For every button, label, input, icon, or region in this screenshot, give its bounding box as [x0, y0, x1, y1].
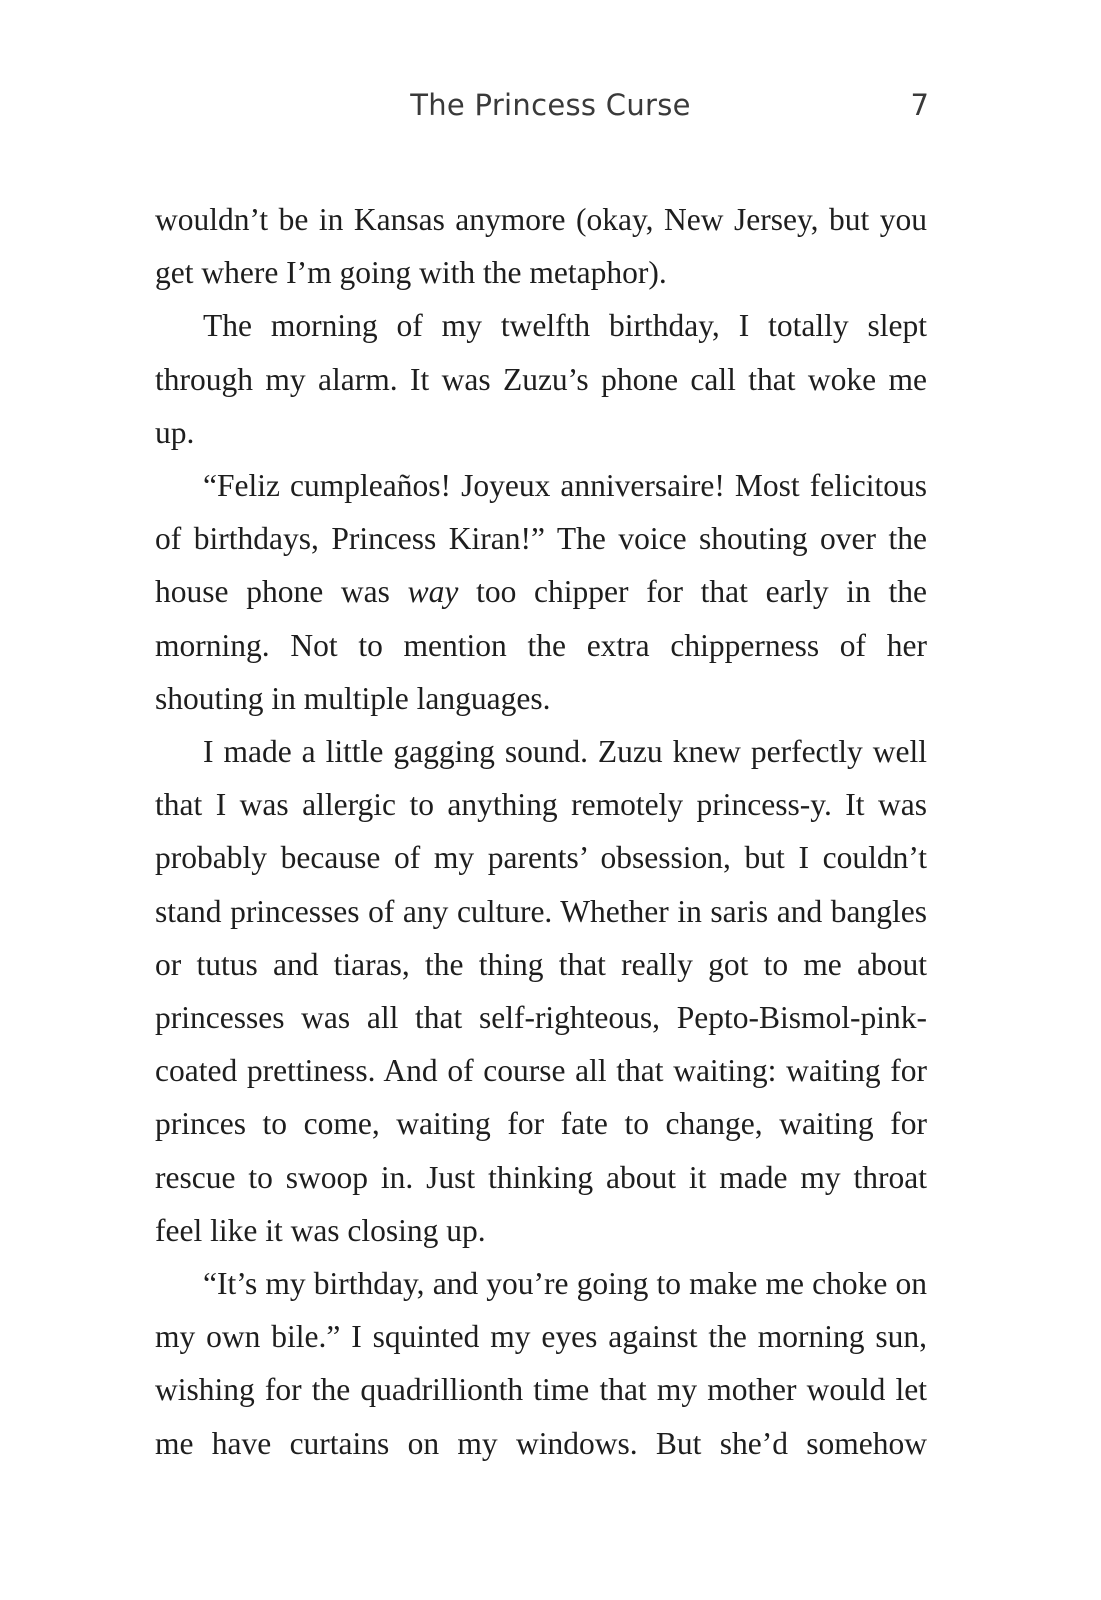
paragraph-3: [155, 459, 927, 725]
book-title: The Princess Curse: [410, 88, 691, 122]
paragraph-2: [155, 299, 927, 459]
paragraph-3-emphasis: way: [407, 574, 459, 610]
body-text: [155, 193, 927, 1470]
running-head: [0, 88, 1101, 136]
paragraph-1: [155, 193, 927, 299]
paragraph-5-text: “It’s my birthday, and you’re going to make me choke on my own bile.” I squinted my eyes against the morning sun, wishing for the quadrillionth time that my mother would let me have curtains on my windows. But she’d somehow: [155, 1266, 927, 1461]
page-number: 7: [910, 88, 929, 122]
paragraph-1-text: wouldn’t be in Kansas anymore (okay, New Jersey, but you get where I’m going with the metaphor).: [155, 202, 927, 291]
paragraph-3-text-after: too chipper for that early in the morning. Not to mention the extra chipperness of her shouting in multiple languages.: [155, 574, 928, 716]
paragraph-4-text: I made a little gagging sound. Zuzu knew perfectly well that I was allergic to anything remotely princess-y. It was probably because of my parents’ obsession, but I couldn’t stand princesses of any culture. Whether in saris and bangles or tutus and tiaras, the thing that really got to me about princesses was all that self-righteous, Pepto-Bismol-pink-coated prettiness. And of course all that waiting: waiting for princes to come, waiting for fate to change, waiting for rescue to swoop in. Just thinking about it made my throat feel like it was closing up.: [155, 734, 927, 1248]
paragraph-2-text: The morning of my twelfth birthday, I totally slept through my alarm. It was Zuzu’s phone call that woke me up.: [155, 308, 927, 450]
paragraph-4: [155, 725, 927, 1257]
paragraph-3-text-before: “Feliz cumpleaños! Joyeux anniversaire! Most felicitous of birthdays, Princess Kiran!” The voice shouting over the house phone was: [155, 468, 927, 610]
paragraph-5: [155, 1257, 927, 1470]
